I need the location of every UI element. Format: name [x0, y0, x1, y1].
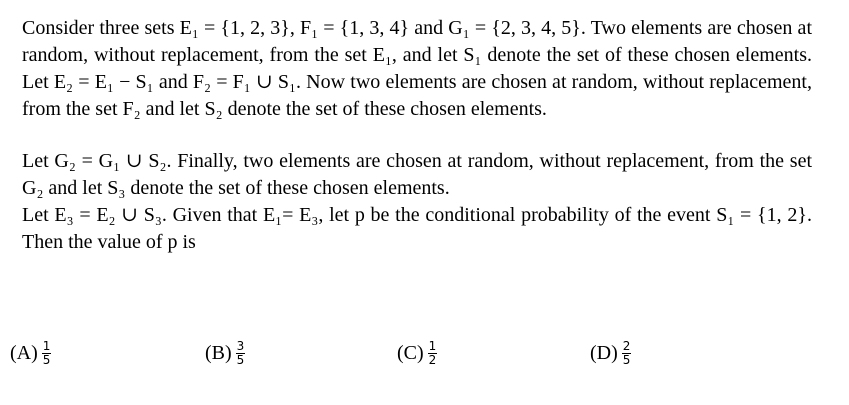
- option-b[interactable]: [205, 340, 245, 367]
- option-d[interactable]: [590, 340, 631, 367]
- option-a[interactable]: [10, 340, 51, 367]
- option-label: (C): [397, 342, 424, 364]
- option-fraction: [622, 340, 632, 367]
- question-text: [22, 15, 812, 256]
- fraction-numerator: 1: [42, 339, 51, 353]
- option-fraction: [236, 340, 246, 367]
- fraction-numerator: 3: [236, 339, 245, 353]
- option-label: (A): [10, 342, 38, 364]
- fraction-denominator: 2: [428, 353, 437, 367]
- option-label: (B): [205, 342, 232, 364]
- fraction-numerator: 2: [622, 339, 631, 353]
- option-fraction: [428, 340, 438, 367]
- question-paragraph-3: Let E₃ = E₂ ∪ S₃. Given that E₁= E₃, let p be the conditional probability of the event S₁ = {1, 2}. Then the value of p is: [22, 204, 812, 253]
- question-paragraph-2: Let G₂ = G₁ ∪ S₂. Finally, two elements are chosen at random, without replacement, from the set G₂ and let S₃ denote the set of these chosen elements.: [22, 150, 812, 199]
- option-c[interactable]: [397, 340, 437, 367]
- fraction-denominator: 5: [236, 353, 245, 367]
- option-label: (D): [590, 342, 618, 364]
- fraction-denominator: 5: [622, 353, 631, 367]
- option-fraction: [42, 340, 52, 367]
- question-paragraph-1: Consider three sets E₁ = {1, 2, 3}, F₁ = {1, 3, 4} and G₁ = {2, 3, 4, 5}. Two elements are chosen at random, without replacement, from the set E₁, and let S₁ denote the set of these chosen elements. Let E₂ = E₁ − S₁ and F₂ = F₁ ∪ S₁. Now two elements are chosen at random, without replacement, from the set F₂ and let S₂ denote the set of these chosen elements.: [22, 17, 812, 120]
- fraction-numerator: 1: [428, 339, 437, 353]
- fraction-denominator: 5: [42, 353, 51, 367]
